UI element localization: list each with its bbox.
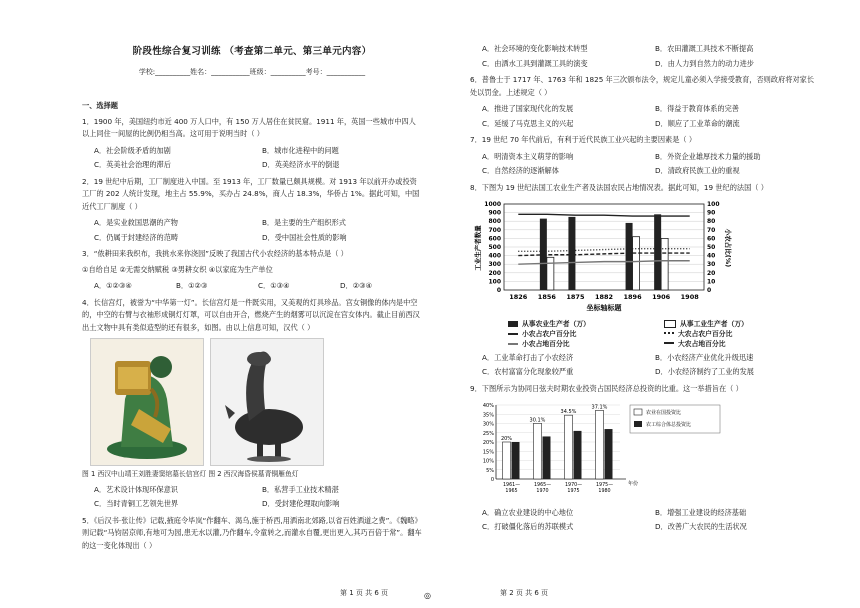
question-stem: 1．1900 年，美国纽约市近 400 万人口中，有 150 万人居住在贫民窟。1911 年，英国一些城市中四人以上同住一间屋的比例仍相当高。这可用于说明当时（ ） <box>82 116 416 138</box>
option-d[interactable]: D．受中国社会性质的影响 <box>262 232 347 242</box>
y2-tick-label: 100 <box>707 201 720 208</box>
option-d[interactable]: D．清政府民族工业的重视 <box>655 166 740 175</box>
image-captions: 图 1 西汉中山靖王刘胜妻窦绾墓长信宫灯 图 2 西汉海昏侯墓青铜雁鱼灯 <box>82 470 299 478</box>
option-a[interactable]: A．明清资本主义萌芽的影响 <box>482 151 574 161</box>
x-axis-label: 年份 <box>628 481 639 487</box>
option-a[interactable]: A．确立农业建设的中心地位 <box>482 507 574 517</box>
question-1 <box>82 116 422 173</box>
page-2 <box>430 0 860 608</box>
bar-complex-share <box>605 429 613 479</box>
question-3 <box>82 248 422 294</box>
y-tick-label: 15% <box>482 449 494 456</box>
changxin-lamp-image <box>90 338 204 466</box>
option-a[interactable]: A．是实业救国思潮的产物 <box>94 218 178 227</box>
data-label: 20% <box>500 436 513 442</box>
option-d[interactable]: D．小农经济制约了工业的发展 <box>655 367 754 376</box>
option-d[interactable]: D．英美经济水平的倒退 <box>262 160 340 169</box>
option-d[interactable]: D．由人力到自然力的动力进步 <box>655 58 754 68</box>
bar-industry <box>633 237 640 290</box>
student-info-line: 学校:__________姓名：___________班级：__________考号：___________ <box>138 67 366 76</box>
option-a[interactable]: A．①②③④ <box>94 281 132 290</box>
bar-industry <box>547 257 554 290</box>
y-tick-label: 10% <box>482 458 494 465</box>
option-b[interactable]: B．私营手工业技术精湛 <box>262 484 339 494</box>
option-d[interactable]: D．顺应了工业革命的潮流 <box>655 118 740 128</box>
option-c[interactable]: C．自然经济的逐渐解体 <box>482 166 559 175</box>
option-b[interactable]: B．外资企业雄厚技术力量的援助 <box>655 151 761 161</box>
section-heading: 一、选择题 <box>82 101 118 110</box>
y-tick-label: 400 <box>488 252 501 260</box>
y-tick-label: 600 <box>488 235 501 243</box>
x-tick-label: 1975— <box>595 483 614 488</box>
chart-1-legend <box>508 319 820 349</box>
y2-tick-label: 20 <box>707 269 716 277</box>
bar-complex-share <box>543 436 551 479</box>
option-a[interactable]: A．社会环境的变化影响技术转型 <box>482 44 588 53</box>
legend-item: 大农占农户百分比 <box>664 329 820 339</box>
y-tick-label: 30% <box>482 421 494 428</box>
x-tick-label: 1826 <box>509 293 528 301</box>
right-column <box>470 40 820 537</box>
option-c[interactable]: C．延缓了马克思主义的兴起 <box>482 118 574 128</box>
question-7 <box>470 134 820 179</box>
x-tick-label: 1965— <box>533 483 552 488</box>
option-b[interactable]: B．增强工业建设的经济基础 <box>655 507 747 517</box>
option-b[interactable]: B．①②③ <box>176 281 208 290</box>
legend-label: 农业在国投资比 <box>646 410 682 416</box>
y-tick-label: 900 <box>488 209 501 217</box>
series-line <box>518 214 689 216</box>
option-b[interactable]: B．是主要的生产组织形式 <box>262 218 346 227</box>
question-stem: 5．《后汉书·张让传》记载,掖庭令毕岚“作翻车、渴乌,施于桥西,用洒南北郊路,以省百姓洒道之费”。《魏略》则记载“马钧居京师,有地可为园,患无水以灌,乃作翻车,令童转之,而灌水自覆,更出更入,其巧百倍于常”。翻车的这一变化体现出（ ） <box>82 515 422 550</box>
chart-french-producers <box>472 198 820 317</box>
legend-item: 小农占农户百分比 <box>508 329 664 339</box>
question-stem: 7．19 世纪 70 年代前后，有利于近代民族工业兴起的主要因素是（ ） <box>470 135 697 144</box>
y2-tick-label: 60 <box>707 235 716 243</box>
x-tick-label: 1896 <box>623 293 642 301</box>
x-tick-label: 1875 <box>566 293 585 301</box>
chart-1-svg <box>472 198 732 312</box>
option-a[interactable]: A．工业革命打击了小农经济 <box>482 352 574 362</box>
y-tick-label: 5% <box>486 467 494 474</box>
goose-fish-lamp-image <box>210 338 324 466</box>
bar-agri <box>654 214 661 290</box>
bar-agri <box>568 217 575 290</box>
question-6 <box>470 74 820 131</box>
x-tick-label: 1882 <box>594 293 614 301</box>
y-tick-label: 35% <box>482 412 494 419</box>
y-tick-label: 1000 <box>484 201 501 208</box>
y-tick-label: 20% <box>482 440 494 446</box>
x-tick-label: 1980 <box>598 489 611 494</box>
x-tick-label: 1856 <box>537 293 556 301</box>
chart-agri-investment <box>470 399 820 504</box>
option-c[interactable]: C．①③④ <box>258 281 290 290</box>
chart-2-svg <box>470 399 770 499</box>
bar-agri-share <box>534 423 542 479</box>
question-8 <box>470 182 820 380</box>
legend-swatch <box>634 421 642 427</box>
y2-tick-label: 0 <box>707 287 712 294</box>
option-a[interactable]: A．艺术设计体现环保意识 <box>94 484 178 494</box>
option-d[interactable]: D．②③④ <box>340 281 373 290</box>
y-tick-label: 25% <box>482 430 494 437</box>
y2-tick-label: 50 <box>707 244 716 251</box>
bar-industry <box>661 238 668 290</box>
page-divider-mark: ◎ <box>424 591 431 600</box>
legend-item: 小农占地百分比 <box>508 339 664 349</box>
question-4 <box>82 297 422 512</box>
y2-tick-label: 80 <box>707 218 716 226</box>
option-c[interactable]: C．当时青铜工艺领先世界 <box>94 499 179 508</box>
option-b[interactable]: B．小农经济产业优化升级迅速 <box>655 352 754 362</box>
option-a[interactable]: A．推进了国家现代化的发展 <box>482 104 574 113</box>
x-tick-label: 1965 <box>505 489 518 494</box>
x-tick-label: 1970— <box>564 483 583 488</box>
artifact-images <box>90 338 422 466</box>
question-stem: 2．19 世纪中后期，工厂制度进入中国。至 1913 年，工厂数量已颇具规模。对 1913 年以前开办或投资工厂的 202 人统计发现，地主占 55.9%，买办占 24.8%，商人占 18.3%，华侨占 1%。据此可知，中国近代工厂制度（ ） <box>82 176 420 211</box>
option-c[interactable]: C．英美社会治理的滞后 <box>94 160 171 169</box>
question-stem: 3．“侬耕田来我织布，我挑水来你浇园”反映了我国古代小农经济的基本特点是（ ） <box>82 249 348 258</box>
y-axis-label: 工业生产者数量 <box>474 225 482 271</box>
y2-tick-label: 30 <box>707 261 716 269</box>
data-label: 34.5% <box>560 409 577 416</box>
question-stem: 6．普鲁士于 1717 年、1763 年和 1825 年三次颁布法令，规定儿童必须入学接受教育，否则政府将对家长处以罚金。上述规定（ ） <box>470 75 815 97</box>
option-b[interactable]: B．农田灌溉工具技术不断提高 <box>655 44 754 53</box>
left-column <box>82 0 422 555</box>
y2-tick-label: 40 <box>707 252 716 260</box>
question-2 <box>82 176 422 246</box>
question-stem: 8．下图为 19 世纪法国工农业生产者及法国农民占地情况表。据此可知，19 世纪的法国（ ） <box>470 182 768 192</box>
question-5-options <box>482 42 820 71</box>
legend-item: 从事农业生产者（万） <box>508 319 664 329</box>
y-tick-label: 0 <box>496 287 501 294</box>
y-tick-label: 700 <box>488 226 501 234</box>
y-tick-label: 800 <box>488 218 501 226</box>
bar-complex-share <box>574 431 582 479</box>
question-stem: 4．长信宫灯，被誉为“中华第一灯”。长信宫灯是一件既实用，又美观的灯具珍品。宫女铜像的体内是中空的，中空的右臂与衣袖形成铜灯灯罩，可以自由开合，燃烧产生的烟雾可以沉淀在宫女体内。截止目前西汉出土文物中具有类似造型的还有很多，如图。由以上信息可知，汉代（ ） <box>82 297 420 332</box>
x-tick-label: 1970 <box>536 489 549 494</box>
bar-agri-share <box>503 442 511 479</box>
y2-tick-label: 10 <box>707 278 716 286</box>
option-a[interactable]: A．社会阶级矛盾的加剧 <box>94 145 171 155</box>
option-c[interactable]: C．由洒水工具到灌溉工具的演变 <box>482 58 588 68</box>
x-tick-label: 1908 <box>680 293 699 301</box>
question-stem: 9．下图所示为协同日弦夫时期农业投资占国民经济总投资的比重。这一举措旨在（ ） <box>470 383 743 393</box>
bar-agri <box>626 223 633 290</box>
option-b[interactable]: B．城市化进程中的问题 <box>262 145 339 155</box>
y2-tick-label: 70 <box>707 226 716 234</box>
legend-item: 大农占地百分比 <box>664 339 820 349</box>
x-tick-label: 1975 <box>567 489 580 494</box>
question-9 <box>470 383 820 535</box>
y-tick-label: 500 <box>488 244 501 251</box>
option-d[interactable]: D．受封建伦理取向影响 <box>262 499 340 508</box>
y-tick-label: 40% <box>482 403 494 409</box>
y-tick-label: 0 <box>490 477 494 483</box>
bar-complex-share <box>512 442 520 479</box>
bar-agri-share <box>565 415 573 479</box>
option-d[interactable]: D．改善广大农民的生活状况 <box>655 522 747 531</box>
x-tick-label: 1906 <box>652 293 671 301</box>
bar-agri-share <box>596 410 604 479</box>
legend-item: 从事工业生产者（万） <box>664 319 820 329</box>
option-c[interactable]: C．仍属于封建经济的范畴 <box>94 232 179 242</box>
exam-title: 阶段性综合复习训练 （考查第二单元、第三单元内容） <box>132 46 372 57</box>
data-label: 30.1% <box>529 417 546 424</box>
option-c[interactable]: C．农村富富分化现象较严重 <box>482 367 574 376</box>
y-tick-label: 200 <box>488 269 501 277</box>
y-tick-label: 300 <box>488 261 501 269</box>
data-label: 37.1% <box>591 404 608 411</box>
x-axis-label: 坐标轴标题 <box>586 304 622 312</box>
page-footer-right: 第 2 页 共 6 页 <box>500 589 549 597</box>
legend-swatch <box>634 409 642 415</box>
y2-axis-label: 小农占比(%) <box>724 228 732 268</box>
page-footer-left: 第 1 页 共 6 页 <box>340 589 389 597</box>
option-c[interactable]: C．打破僵化落后的苏联模式 <box>482 522 574 531</box>
legend-label: 农工综合体总投资比 <box>646 422 692 428</box>
x-tick-label: 1961— <box>502 483 521 488</box>
question-5 <box>82 515 422 553</box>
option-b[interactable]: B．得益于教育体系的完善 <box>655 104 739 113</box>
question-items: ①自给自足 ②无需交纳赋税 ③男耕女织 ④以家庭为生产单位 <box>82 264 273 274</box>
y2-tick-label: 90 <box>707 209 716 217</box>
y-tick-label: 100 <box>488 278 501 286</box>
